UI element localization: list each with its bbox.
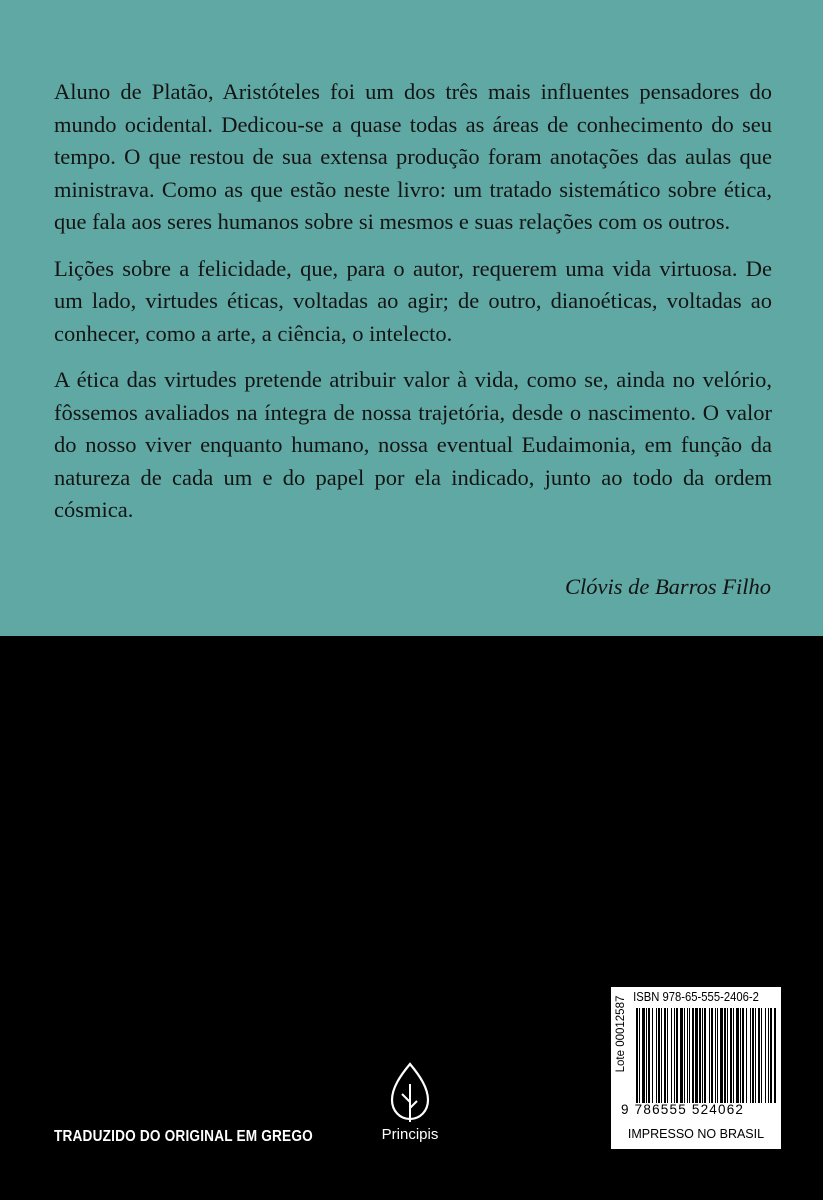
barcode-bar (658, 1008, 660, 1103)
blurb-text (54, 76, 772, 541)
barcode-bar (704, 1008, 706, 1103)
barcode-bar (676, 1008, 678, 1103)
barcode-bar (661, 1008, 662, 1103)
barcode-bar (750, 1008, 751, 1103)
barcode-bar (636, 1008, 638, 1103)
barcode-bar (752, 1008, 754, 1103)
barcode-bar (667, 1008, 668, 1103)
barcode-bars (636, 1008, 776, 1103)
isbn-number: ISBN 978-65-555-2406-2 (633, 990, 759, 1004)
barcode-bar (720, 1008, 723, 1103)
publisher-logo (370, 1062, 450, 1152)
barcode-bar (770, 1008, 772, 1103)
barcode-bar (727, 1008, 728, 1103)
barcode-bar (692, 1008, 694, 1103)
barcode-bar (742, 1008, 744, 1103)
barcode-bar (642, 1008, 645, 1103)
barcode-bar (699, 1008, 701, 1103)
blurb-paragraph-1: Aluno de Platão, Aristóteles foi um dos três mais influentes pensadores do mundo ocidental. Dedicou-se a quase todas as áreas de conhecimento do seu tempo. O que restou de sua extensa produção foram anotações das aulas que ministrava. Como as que estão neste livro: um tratado sistemático sobre ética, que fala aos seres humanos sobre si mesmos e suas relações com os outros. (54, 79, 772, 234)
barcode-bar (765, 1008, 766, 1103)
barcode-bar (648, 1008, 650, 1103)
barcode-bar (761, 1008, 762, 1103)
leaf-icon (389, 1062, 431, 1124)
barcode-bar (730, 1008, 732, 1103)
barcode-bar (652, 1008, 653, 1103)
barcode-bar (717, 1008, 718, 1103)
blurb-paragraph-2: Lições sobre a felicidade, que, para o autor, requerem uma vida virtuosa. De um lado, virtudes éticas, voltadas ao agir; de outro, dianoéticas, voltadas ao conhecer, como a arte, a ciência, o intelecto. (54, 255, 772, 346)
barcode-bar (702, 1008, 703, 1103)
barcode-bar (736, 1008, 739, 1103)
barcode-bar (695, 1008, 698, 1103)
barcode-bar (639, 1008, 640, 1103)
blurb-paragraph-3: A ética das virtudes pretende atribuir valor à vida, como se, ainda no velório, fôssemos avaliados na íntegra de nossa trajetória, desde o nascimento. O valor do nosso viver enquanto humano, nossa eventual Eudaimonia, em função da natureza de cada um e do papel por ela indicado, junto ao todo da ordem cósmica. (54, 367, 772, 522)
lot-number: Lote 00012587 (615, 995, 627, 1073)
barcode-bar (671, 1008, 672, 1103)
barcode-bar (755, 1008, 756, 1103)
barcode-bar (724, 1008, 726, 1103)
printed-in-note: IMPRESSO NO BRASIL (627, 1127, 765, 1141)
barcode-bar (680, 1008, 683, 1103)
barcode-bar (687, 1008, 688, 1103)
barcode-bar (674, 1008, 675, 1103)
blurb-author: Clóvis de Barros Filho (564, 574, 771, 599)
barcode-bar (740, 1008, 741, 1103)
barcode-bar (684, 1008, 685, 1103)
barcode-bar (656, 1008, 657, 1103)
barcode-bar (733, 1008, 734, 1103)
publisher-name: Principis (381, 1126, 439, 1143)
barcode-bar (689, 1008, 690, 1103)
barcode-digits: 9 786555 524062 (621, 1102, 745, 1117)
barcode-bar (709, 1008, 710, 1103)
barcode-bar (746, 1008, 747, 1103)
barcode-bar (664, 1008, 666, 1103)
barcode-label (611, 987, 781, 1149)
barcode-bar (768, 1008, 769, 1103)
barcode-bar (758, 1008, 760, 1103)
translation-note: TRADUZIDO DO ORIGINAL EM GREGO (54, 1128, 313, 1145)
barcode-bar (715, 1008, 716, 1103)
barcode-bar (774, 1008, 776, 1103)
barcode-bar (646, 1008, 647, 1103)
barcode-bar (711, 1008, 713, 1103)
